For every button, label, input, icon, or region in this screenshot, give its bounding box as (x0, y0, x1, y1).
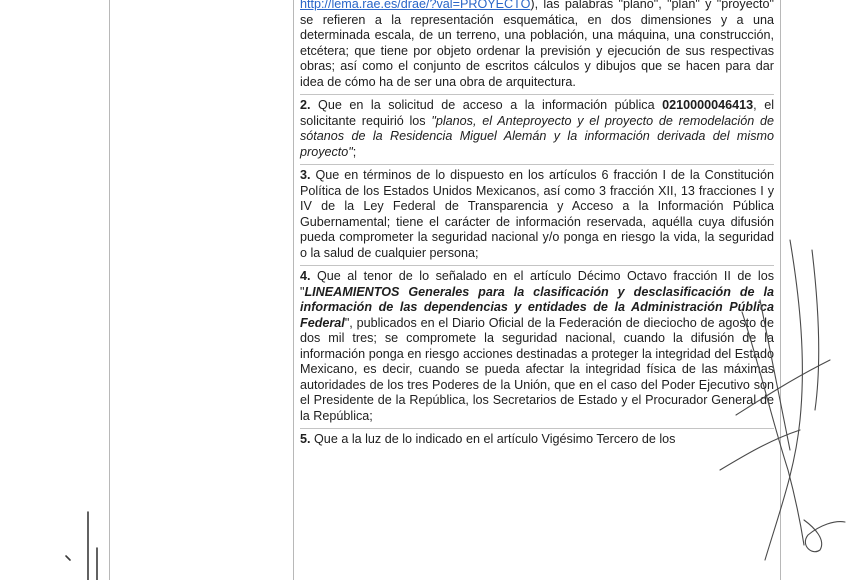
paragraph-5: 5. Que a la luz de lo indicado en el artículo Vigésimo Tercero de los (300, 432, 676, 446)
paragraph-divider (300, 94, 774, 95)
paragraph-divider (300, 428, 774, 429)
request-folio: 0210000046413 (662, 98, 754, 112)
paragraph-2: 2. Que en la solicitud de acceso a la información pública 0210000046413, el solicitante requirió los "planos, el Anteproyecto y el proyecto de remodelación de sótanos de la Residencia Miguel Alemán y la información derivada del mismo proyecto"; (300, 98, 774, 159)
paragraph-1: http://lema.rae.es/drae/?val=PROYECTO), las palabras "plano", "plan" y "proyecto" se refieren a la representación esquemática, en dos dimensiones y a una determinada escala, de un terreno, una población, una máquina, una construcción, etcétera; que tiene por objeto ordenar la previsión y ejecución de sus respectivas obras; así como el conjunto de escritos cálculos y dibujos que se hacen para dar idea de cómo ha de ser una obra de arquitectura. (300, 0, 774, 94)
rae-link[interactable]: http://lema.rae.es/drae/?val=PROYECTO (300, 0, 531, 11)
request-quote: "planos, el Anteproyecto y el proyecto de remodelación de sótanos de la Residencia Miguel Alemán y la información derivada del mismo proyecto" (300, 113, 774, 159)
column-right-border (780, 0, 781, 580)
paragraph-divider (300, 164, 774, 165)
lineamientos-title: LINEAMIENTOS Generales para la clasificación y desclasificación de la información de las dependencias y entidades de la Administración Pública Federal (300, 284, 774, 330)
paragraph-3: 3. Que en términos de lo dispuesto en los artículos 6 fracción I de la Constitución Política de los Estados Unidos Mexicanos, así como 3 fracción XII, 13 fracciones I y IV de la Ley Federal de Transparencia y Acceso a la Información Pública Gubernamental; tiene el carácter de información reservada, aquélla cuya difusión pueda comprometer la seguridad nacional y/o ponga en riesgo la vida, la seguridad o la salud de cualquier persona; (300, 168, 774, 260)
text-column (300, 0, 774, 452)
column-left-border (293, 0, 294, 580)
left-margin-line (109, 0, 110, 580)
paragraph-divider (300, 265, 774, 266)
paragraph-4: 4. Que al tenor de lo señalado en el artículo Décimo Octavo fracción II de los "LINEAMIENTOS Generales para la clasificación y desclasificación de la información de las dependencias y entidades de la Administración Pública Federal", publicados en el Diario Oficial de la Federación de dieciocho de agosto de dos mil tres; se compromete la seguridad nacional, cuando la difusión de la información ponga en riesgo acciones destinadas a proteger la integridad del Estado Mexicano, es decir, cuando se pueda afectar la integridad física de las máximas autoridades de los tres Poderes de la Unión, que en el caso del Poder Ejecutivo son el Presidente de la República, los Secretarios de Estado y el Procurador General de la República; (300, 269, 774, 423)
